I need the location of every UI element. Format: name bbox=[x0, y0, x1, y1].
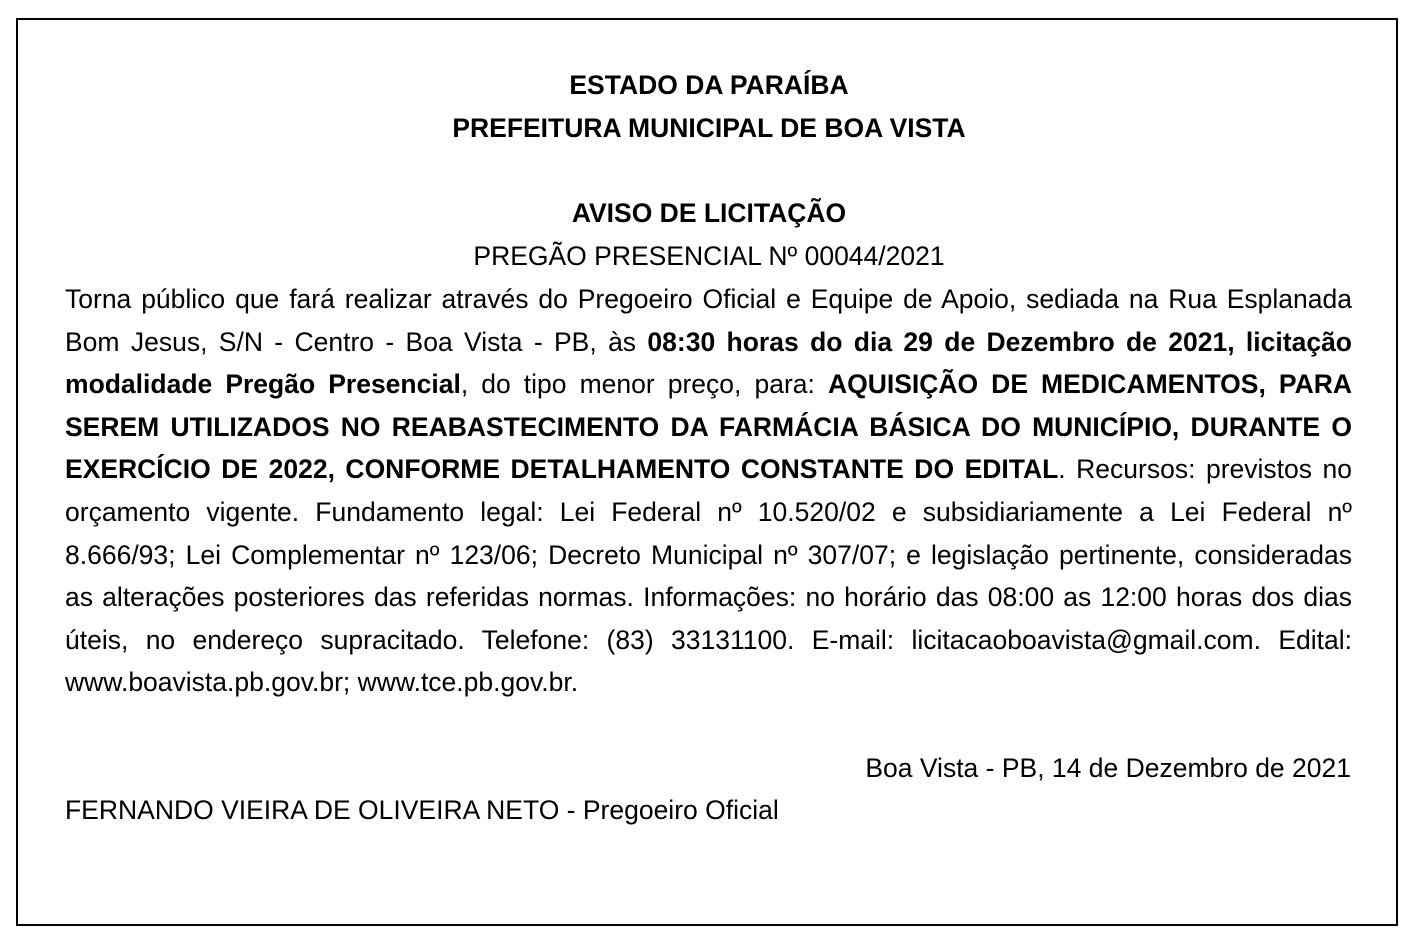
body-text-part-2: , do tipo menor preço, para: bbox=[460, 369, 828, 400]
body-text-part-3: . Recursos: previstos no orçamento vigente. Fundamento legal: Lei Federal nº 10.520/02 e subsidiariamente a Lei Federal nº 8.666/93; Lei Complementar nº 123/06; Decreto Municipal nº 307/07; e legislação pertinente, consideradas as alterações posteriores das referidas normas. Informações: no horário das 08:00 as 12:00 horas dos dias úteis, no endereço supracitado. Telefone: (83) 33131100. E-mail: licitacaoboavista@gmail.com. Edital: www.boavista.pb.gov.br; www.tce.pb.gov.br. bbox=[65, 454, 1352, 698]
notice-body bbox=[65, 278, 1352, 704]
signatory: FERNANDO VIEIRA DE OLIVEIRA NETO - Pregoeiro Oficial bbox=[65, 795, 779, 825]
municipality-heading: PREFEITURA MUNICIPAL DE BOA VISTA bbox=[452, 113, 966, 143]
notice-title: AVISO DE LICITAÇÃO bbox=[571, 198, 847, 228]
place-date: Boa Vista - PB, 14 de Dezembro de 2021 bbox=[865, 753, 1351, 783]
body-bold-date: 08:30 horas do dia 29 de Dezembro de 2021, licitação modalidade Pregão Presencial bbox=[65, 326, 1352, 400]
body-text-part-1: Torna público que fará realizar através do Pregoeiro Oficial e Equipe de Apoio, sediada na Rua Esplanada Bom Jesus, S/N - Centro - Boa Vista - PB, às bbox=[65, 284, 1352, 357]
state-heading: ESTADO DA PARAÍBA bbox=[569, 70, 849, 100]
body-bold-object: AQUISIÇÃO DE MEDICAMENTOS, PARA SEREM UTILIZADOS NO REABASTECIMENTO DA FARMÁCIA BÁSICA DO MUNICÍPIO, DURANTE O EXERCÍCIO DE 2022, CONFORME DETALHAMENTO CONSTANTE DO EDITAL bbox=[65, 369, 1353, 485]
process-number: PREGÃO PRESENCIAL Nº 00044/2021 bbox=[473, 241, 945, 271]
